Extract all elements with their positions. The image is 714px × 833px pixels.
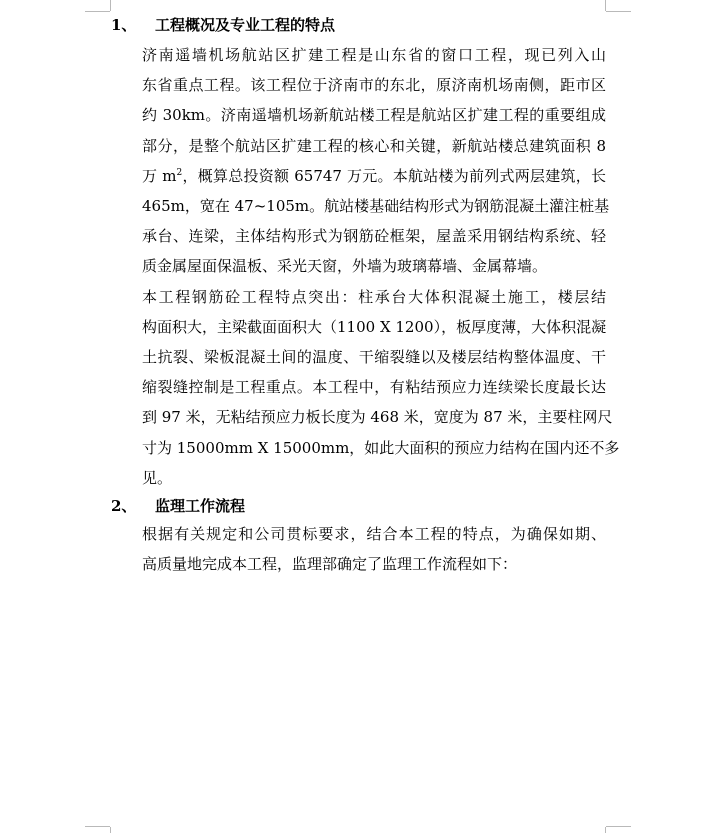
corner-mark-top-left-vertical [110, 0, 111, 11]
corner-mark-top-right-vertical [605, 0, 606, 11]
text-line: 构面积大，主梁截面面积大（1100 X 1200），板厚度薄，大体积混凝 [142, 317, 607, 336]
paragraph-workflow-intro [111, 519, 606, 579]
section-number: 2、 [111, 497, 137, 516]
text-fragment: ，概算总投资额 65747 万元。本航站楼为前列式两层建筑，长 [182, 166, 606, 185]
text-line: 质金属屋面保温板、采光天窗，外墙为玻璃幕墙、金属幕墙。 [142, 257, 548, 276]
corner-mark-bottom-right-vertical [605, 827, 606, 833]
text-fragment: 万 m [142, 166, 177, 185]
text-line: 高质量地完成本工程，监理部确定了监理工作流程如下： [142, 555, 518, 574]
text-line: 约 30km。济南遥墙机场新航站楼工程是航站区扩建工程的重要组成 [142, 106, 606, 125]
text-line: 寸为 15000mm X 15000mm，如此大面积的预应力结构在国内还不多 [142, 438, 620, 457]
text-line: 缩裂缝控制是工程重点。本工程中，有粘结预应力连续梁长度最长达 [142, 378, 606, 397]
corner-mark-bottom-right [606, 826, 631, 827]
section-title: 监理工作流程 [155, 497, 246, 516]
text-line: 465m，宽在 47~105m。航站楼基础结构形式为钢筋混凝土灌注桩基 [142, 197, 610, 216]
corner-mark-top-right [606, 11, 631, 12]
corner-mark-top-left [85, 11, 110, 12]
text-line: 土抗裂、梁板混凝土间的温度、干缩裂缝以及楼层结构整体温度、干 [142, 348, 606, 367]
corner-mark-bottom-left [85, 826, 110, 827]
text-line: 东省重点工程。该工程位于济南市的东北，原济南机场南侧，距市区 [142, 76, 606, 95]
text-line: 本工程钢筋砼工程特点突出：柱承台大体积混凝土施工，楼层结 [142, 287, 606, 306]
section-number: 1、 [111, 16, 137, 34]
text-line: 部分，是整个航站区扩建工程的核心和关键，新航站楼总建筑面积 8 [142, 136, 606, 155]
text-line: 到 97 米，无粘结预应力板长度为 468 米，宽度为 87 米，主要柱网尺 [142, 408, 613, 427]
paragraph-rc-characteristics [111, 282, 620, 493]
superscript: 2 [176, 167, 183, 178]
text-line: 见。 [142, 468, 173, 487]
text-line: 承台、连梁，主体结构形式为钢筋砼框架，屋盖采用钢结构系统、轻 [142, 227, 606, 246]
section-title: 工程概况及专业工程的特点 [155, 16, 336, 34]
section-heading-1 [111, 12, 606, 38]
text-line: 济南遥墙机场航站区扩建工程是山东省的窗口工程，现已列入山 [142, 46, 606, 64]
text-line [111, 161, 606, 191]
text-line: 根据有关规定和公司贯标要求，结合本工程的特点，为确保如期、 [142, 525, 606, 544]
document-body[interactable] [111, 12, 620, 579]
corner-mark-bottom-left-vertical [110, 827, 111, 833]
paragraph-project-overview [111, 40, 610, 282]
section-heading-2 [111, 493, 606, 519]
